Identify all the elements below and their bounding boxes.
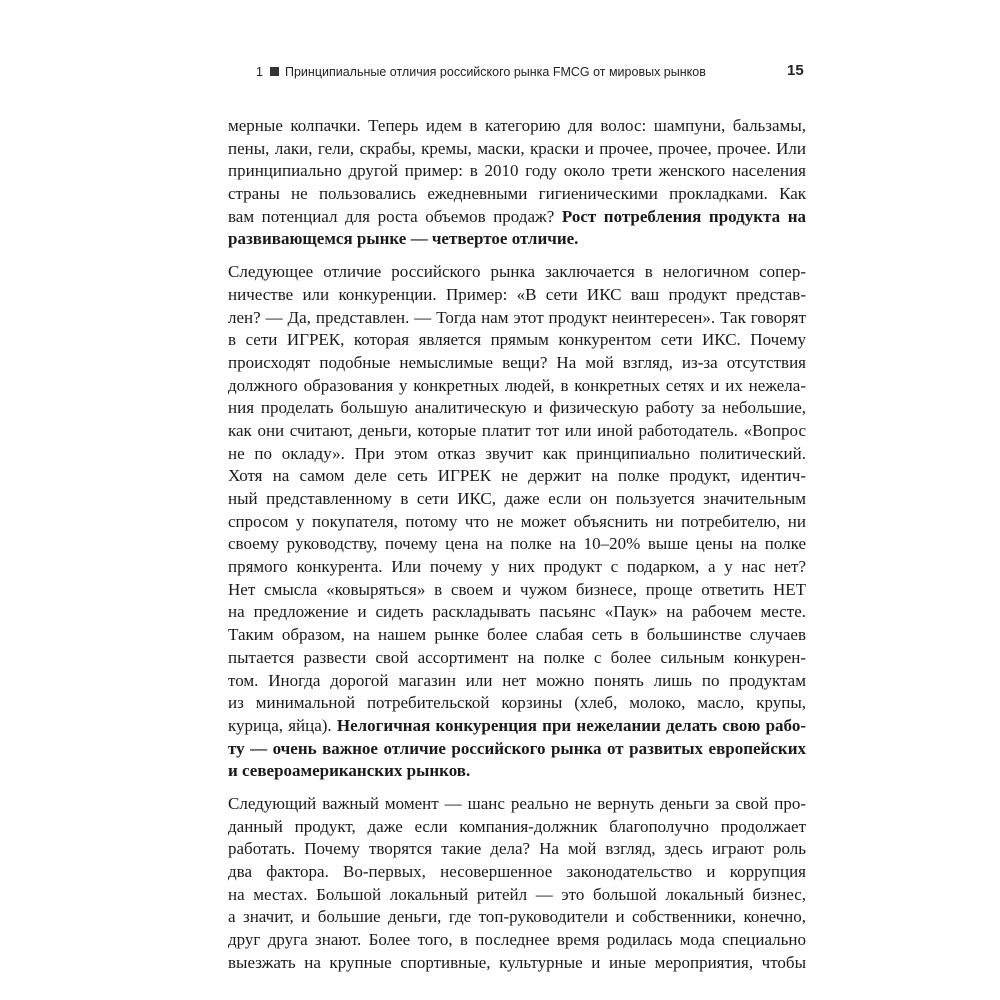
line-text: не по окладу». При этом отказ звучит как принципиально политический.	[228, 443, 806, 463]
line-bold-text: Нелогичная конкуренция при нежелании делать свою рабо-	[336, 715, 806, 735]
text-line	[228, 861, 806, 884]
running-header	[256, 62, 806, 86]
text-line	[228, 375, 806, 398]
text-line	[228, 906, 806, 929]
line-text: мерные колпачки. Теперь идем в категорию для волос: шампуни, бальзамы,	[228, 116, 806, 135]
line-text: выезжать на крупные спортивные, культурные и иные мероприятия, чтобы	[228, 952, 806, 972]
line-text: том. Иногда дорогой магазин или нет можно понять лишь по продуктам	[228, 670, 806, 690]
line-text: спросом у покупателя, потому что не может объяснить ни потребителю, ни	[228, 511, 806, 531]
line-text: курица, яйца).	[228, 715, 337, 735]
text-line	[228, 138, 806, 161]
square-bullet-icon	[270, 67, 279, 76]
line-text: прямого конкурента. Или почему у них продукт с подарком, а у нас нет?	[228, 557, 806, 577]
text-line	[228, 420, 806, 443]
line-text: своему руководству, почему цена на полке на 10–20% выше цены на полке	[228, 534, 806, 554]
line-text: ный представленному в сети ИКС, даже если он пользуется значительным	[228, 489, 806, 508]
paragraph	[228, 261, 806, 783]
line-text: Следующее отличие российского рынка заключается в нелогичном сопер-	[228, 262, 806, 282]
line-text: Нет смысла «ковыряться» в своем и чужом бизнесе, проще ответить НЕТ	[228, 579, 806, 599]
body-text	[228, 115, 806, 974]
line-text: Хотя на самом деле сеть ИГРЕК не держит на полке продукт, идентич-	[228, 466, 806, 486]
text-line	[228, 488, 806, 511]
text-line	[228, 352, 806, 375]
line-text: на предложение и сидеть раскладывать пасьянс «Паук» на рабочем месте.	[228, 602, 806, 622]
line-text: должного образования у конкретных людей, в конкретных сетях и их нежела-	[228, 375, 806, 395]
text-line	[228, 601, 806, 624]
paragraph	[228, 115, 806, 251]
line-text: страны не пользовались ежедневными гигиеническими прокладками. Как	[228, 184, 806, 204]
text-line	[228, 929, 806, 952]
line-text: друг друга знают. Более того, в последнее время родилась мода специально	[228, 930, 806, 950]
line-bold-text: и североамериканских рынков.	[228, 761, 471, 781]
text-line	[228, 183, 806, 206]
text-line	[228, 816, 806, 839]
line-text: происходят подобные немыслимые вещи? На мой взгляд, из-за отсутствия	[228, 352, 806, 372]
paragraph	[228, 793, 806, 975]
line-text: данный продукт, даже если компания-должник благополучно продолжает	[228, 816, 806, 836]
line-text: в сети ИГРЕК, которая является прямым конкурентом сети ИКС. Почему	[228, 330, 806, 350]
text-line	[228, 397, 806, 420]
line-text: работать. Почему творятся такие дела? На мой взгляд, здесь играют роль	[228, 839, 806, 859]
text-line	[228, 533, 806, 556]
text-line	[228, 793, 806, 816]
text-line	[228, 511, 806, 534]
text-line	[228, 647, 806, 670]
line-text: на местах. Большой локальный ритейл — это большой локальный бизнес,	[228, 884, 806, 904]
text-line	[228, 115, 806, 138]
text-line	[228, 884, 806, 907]
text-line	[228, 670, 806, 693]
text-line	[228, 160, 806, 183]
text-line	[228, 284, 806, 307]
text-line	[228, 329, 806, 352]
line-text: Таким образом, на нашем рынке более слабая сеть в большинстве случаев	[228, 625, 806, 645]
text-line	[228, 838, 806, 861]
text-line	[228, 760, 806, 783]
text-line	[228, 443, 806, 466]
line-text: принципиально другой пример: в 2010 году около трети женского населения	[228, 161, 806, 181]
text-line	[228, 715, 806, 738]
line-text: лен? — Да, представлен. — Тогда нам этот продукт неинтересен». Так говорят	[228, 307, 806, 327]
line-text: из минимальной потребительской корзины (хлеб, молоко, масло, крупы,	[228, 693, 806, 713]
line-text: пены, лаки, гели, скрабы, кремы, маски, краски и прочее, прочее, прочее. Или	[228, 138, 806, 158]
line-text: Следующий важный момент — шанс реально не вернуть деньги за свой про-	[228, 793, 806, 813]
page-number: 15	[787, 62, 804, 79]
line-text: а значит, и большие деньги, где топ-руководители и собственники, конечно,	[228, 907, 806, 927]
line-text: ния проделать большую аналитическую и физическую работу за небольшие,	[228, 398, 806, 418]
chapter-number: 1	[256, 65, 263, 79]
text-line	[228, 307, 806, 330]
text-line	[228, 465, 806, 488]
line-text: пытается развести свой ассортимент на полке с более сильным конкурен-	[228, 647, 806, 667]
text-line	[228, 624, 806, 647]
text-line	[228, 261, 806, 284]
text-line	[228, 692, 806, 715]
line-text: два фактора. Во-первых, несовершенное законодательство и коррупция	[228, 862, 806, 881]
text-line	[228, 952, 806, 975]
line-bold-text: ту — очень важное отличие российского рынка от развитых европейских	[228, 738, 806, 758]
text-line	[228, 228, 806, 251]
line-bold-text: Рост потребления продукта на	[561, 206, 806, 226]
text-line	[228, 556, 806, 579]
line-text: вам потенциал для роста объемов продаж?	[228, 206, 562, 226]
text-line	[228, 738, 806, 761]
line-text: ничестве или конкуренции. Пример: «В сети ИКС ваш продукт представ-	[228, 284, 806, 304]
line-bold-text: развивающемся рынке — четвертое отличие.	[228, 229, 579, 249]
line-text: как они считают, деньги, которые платит тот или иной работодатель. «Вопрос	[228, 420, 806, 440]
text-line	[228, 579, 806, 602]
chapter-title: Принципиальные отличия российского рынка FMCG от мировых рынков	[285, 65, 706, 79]
text-line	[228, 206, 806, 229]
